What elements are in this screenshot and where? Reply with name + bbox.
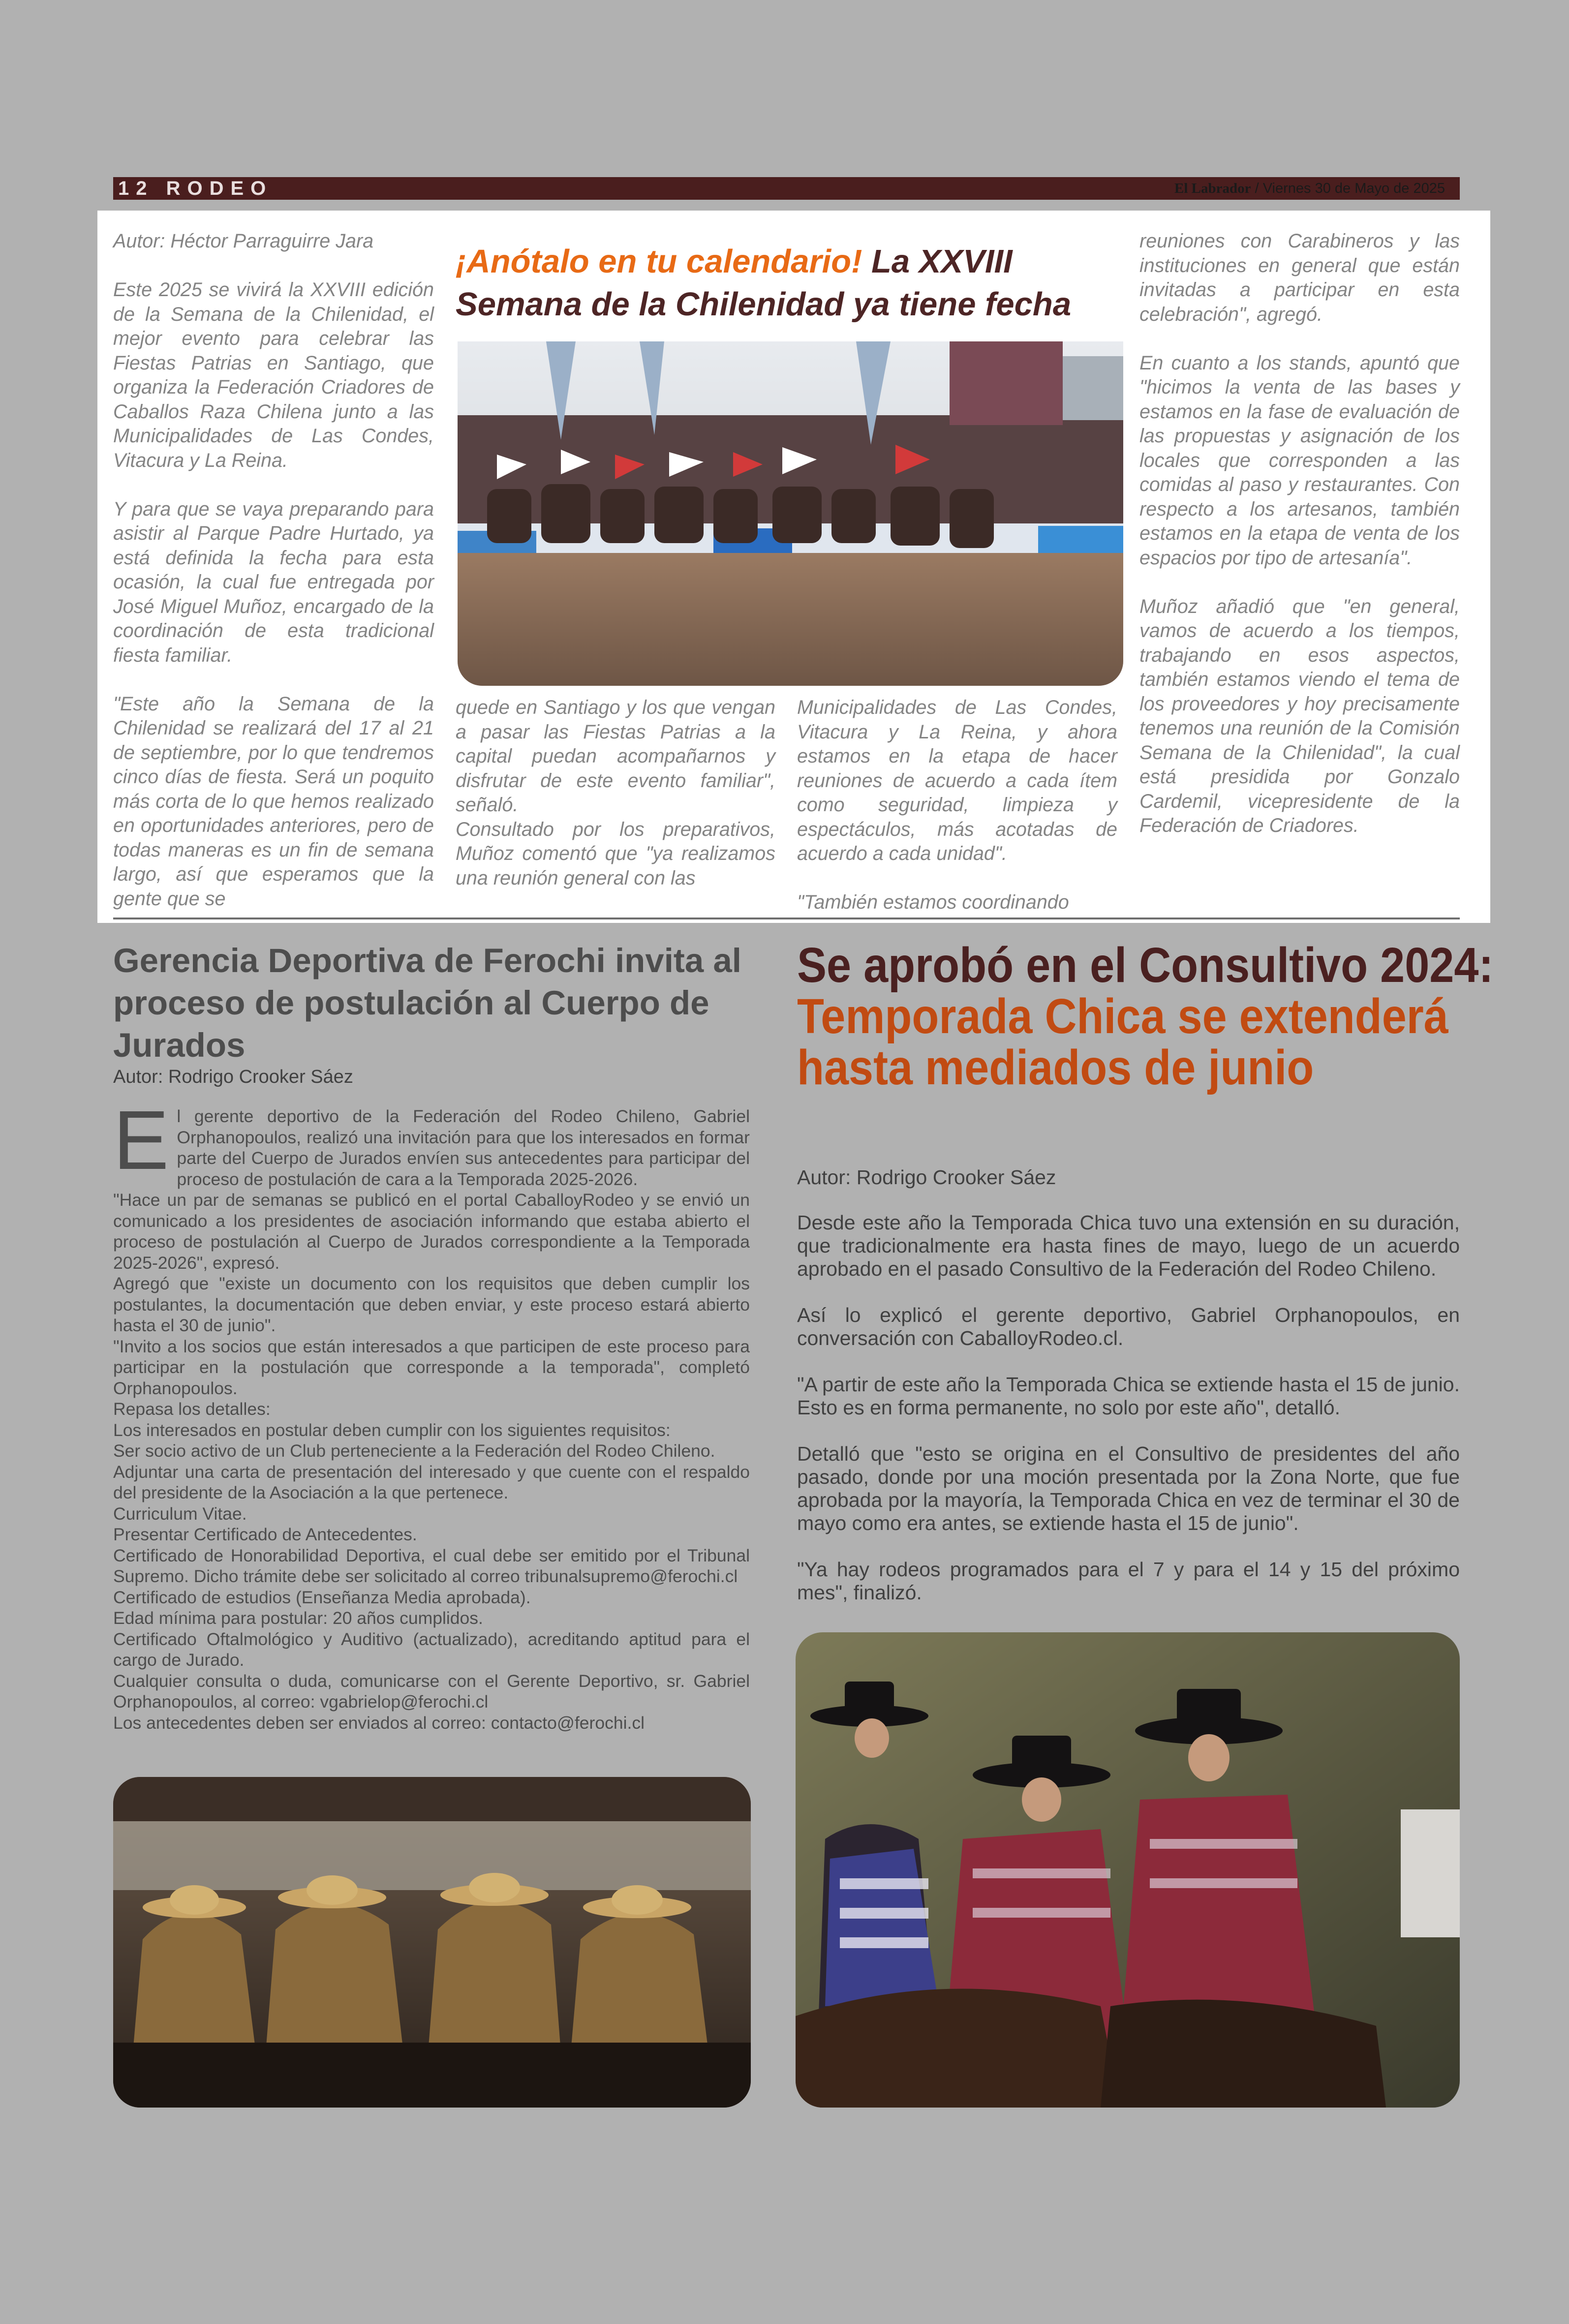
paragraph: Los interesados en postular deben cumplir con los siguientes requisitos: — [113, 1420, 671, 1440]
publication-date — [1174, 177, 1445, 200]
article2-author: Autor: Rodrigo Crooker Sáez — [113, 1067, 353, 1087]
lead-text: l gerente deportivo de la Federación del Rodeo Chileno, Gabriel Orphanopoulos, realizó una invitación para que los interesados en formar parte del Cuerpo de Jurados envíen sus antecedentes para participar del proceso de postulación de cara a la Temporada 2025-2026. — [177, 1106, 750, 1189]
headline-rest: La XXVIII Semana de la Chilenidad ya tiene fecha — [456, 243, 1072, 323]
paragraph: "También estamos coordinando — [797, 891, 1069, 913]
paragraph: quede en Santiago y los que vengan a pasar las Fiestas Patrias a la capital puedan acompañarnos y disfrutar de este evento familiar", señaló. — [456, 697, 775, 816]
date-text: / Viernes 30 de Mayo de 2025 — [1251, 181, 1445, 196]
paragraph: "A partir de este año la Temporada Chica se extiende hasta el 15 de junio. Esto es en forma permanente, no solo por este año", detalló. — [797, 1373, 1460, 1419]
paragraph: Desde este año la Temporada Chica tuvo una extensión en su duración, que tradicionalmente era hasta fines de mayo, luego de un acuerdo aprobado en el pasado Consultivo de la Federación del Rodeo Chileno. — [797, 1211, 1460, 1280]
article3-author: Autor: Rodrigo Crooker Sáez — [797, 1166, 1056, 1189]
paragraph: Detalló que "esto se origina en el Consultivo de presidentes del año pasado, donde por una moción presentada por la Zona Norte, que fue aprobada por la mayoría, la Temporada Chica en vez de terminar el 30 de mayo como era antes, se extiende hasta el 15 de junio". — [797, 1442, 1460, 1534]
section-label: 12 RODEO — [118, 178, 273, 199]
paragraph: "Invito a los socios que están interesados a que participen de este proceso para participar en la postulación que corresponde a la temporada", completó Orphanopoulos. — [113, 1336, 750, 1398]
list-item: Presentar Certificado de Antecedentes. — [113, 1525, 417, 1544]
paragraph: Municipalidades de Las Condes, Vitacura y La Reina, y ahora estamos en la etapa de hacer reuniones de acuerdo a cada ítem como seguridad, limpieza y espectáculos, más acotadas de acuerdo a cada unidad". — [797, 697, 1117, 864]
list-item: Curriculum Vitae. — [113, 1503, 247, 1524]
jurados-photo — [113, 1777, 751, 2108]
paragraph: reuniones con Carabineros y las instituciones en general que están invitadas a participar en esta celebración", agregó. — [1139, 230, 1460, 325]
article1-headline — [456, 240, 1117, 326]
paragraph: Consultado por los preparativos, Muñoz comentó que "ya realizamos una reunión general con las — [456, 818, 775, 889]
paragraph: "Este año la Semana de la Chilenidad se realizará del 17 al 21 de septiembre, por lo que tendremos cinco días de fiesta. Será un poquito más corta de lo que hemos realizado en oportunidades anteriores, pero de todas maneras es un fin de semana largo, así que esperamos que la gente que se — [113, 693, 434, 910]
paragraph: Los antecedentes deben ser enviados al correo: contacto@ferochi.cl — [113, 1712, 645, 1733]
rodeo-parade-photo — [458, 341, 1123, 686]
paragraph: "Ya hay rodeos programados para el 7 y para el 14 y 15 del próximo mes", finalizó. — [797, 1558, 1460, 1604]
huasos-riders-photo — [796, 1632, 1460, 2108]
paragraph: Muñoz añadió que "en general, vamos de acuerdo a los tiempos, trabajando en esos aspectos, también estamos viendo el tema de los proveedores y hoy precisamente tenemos una reunión de la Comisión Semana de la Chilenidad", la cual está presidida por Gonzalo Cardemil, vicepresidente de la Federación de Criadores. — [1139, 595, 1460, 836]
paragraph: Agregó que "existe un documento con los requisitos que deben cumplir los postulantes, la documentación que deben enviar, y este proceso estará abierto hasta el 30 de junio". — [113, 1274, 750, 1335]
article1-column-4 — [1139, 229, 1460, 838]
article1-column-3 — [797, 696, 1117, 915]
paragraph: "Hace un par de semanas se publicó en el portal CaballoyRodeo y se envió un comunicado a los presidentes de asociación informando que estaba abierto el proceso de postulación al Cuerpo de Jurados correspondiente a la Temporada 2025-2026", expresó. — [113, 1190, 750, 1273]
paragraph: Este 2025 se vivirá la XXVIII edición de la Semana de la Chilenidad, el mejor evento para celebrar las Fiestas Patrias en Santiago, que organiza la Federación Criadores de Caballos Raza Chilena junto a las Municipalidades de Las Condes, Vitacura y La Reina. — [113, 279, 434, 471]
headline-highlight: ¡Anótalo en tu calendario! — [456, 243, 862, 280]
drop-cap: E — [113, 1094, 169, 1187]
list-item: Certificado Oftalmológico y Auditivo (actualizado), acreditando aptitud para el cargo de Jurado. — [113, 1629, 750, 1670]
section-divider — [113, 917, 1460, 919]
article1-column-2 — [456, 696, 775, 890]
list-item: Adjuntar una carta de presentación del interesado y que cuente con el respaldo del presidente de la Asociación a la que pertenece. — [113, 1462, 750, 1502]
paragraph: Así lo explicó el gerente deportivo, Gabriel Orphanopoulos, en conversación con CaballoyRodeo.cl. — [797, 1304, 1460, 1349]
article3-body — [797, 1211, 1460, 1627]
article2-body — [113, 1094, 750, 1733]
title-line-3: hasta mediados de junio — [797, 1040, 1314, 1095]
title-line-2: Temporada Chica se extenderá — [797, 989, 1448, 1044]
paragraph: En cuanto a los stands, apuntó que "hicimos la venta de las bases y estamos en la fase de evaluación de las propuestas y asignación de los locales que corresponden a las comidas al paso y restaurantes. Con respecto a los artesanos, también estamos en la etapa de venta de los espacios por tipo de artesanía". — [1139, 352, 1460, 569]
list-item: Edad mínima para postular: 20 años cumplidos. — [113, 1608, 483, 1628]
paragraph: Y para que se vaya preparando para asistir al Parque Padre Hurtado, ya está definida la fecha para esta ocasión, la cual fue entregada por José Miguel Muñoz, encargado de la coordinación de esta tradicional fiesta familiar. — [113, 498, 434, 666]
paragraph: Cualquier consulta o duda, comunicarse con el Gerente Deportivo, sr. Gabriel Orphanopoulos, al correo: vgabrielop@ferochi.cl — [113, 1671, 750, 1712]
publication-name: El Labrador — [1174, 181, 1251, 196]
title-line-1: Se aprobó en el Consultivo 2024: — [797, 938, 1494, 993]
paragraph: Repasa los detalles: — [113, 1399, 271, 1419]
article3-title — [797, 938, 1494, 1095]
list-item: Certificado de Honorabilidad Deportiva, el cual debe ser emitido por el Tribunal Supremo. Dicho trámite debe ser solicitado al correo tribunalsupremo@ferochi.cl — [113, 1545, 750, 1586]
article1-column-1 — [113, 229, 434, 911]
page-header-bar — [113, 177, 1460, 200]
list-item: Certificado de estudios (Enseñanza Media aprobada). — [113, 1587, 531, 1607]
list-item: Ser socio activo de un Club perteneciente a la Federación del Rodeo Chileno. — [113, 1441, 715, 1461]
lead-paragraph — [113, 1094, 750, 1190]
article1-author: Autor: Héctor Parraguirre Jara — [113, 230, 374, 252]
article2-title: Gerencia Deportiva de Ferochi invita al proceso de postulación al Cuerpo de Jurados — [113, 942, 741, 1064]
